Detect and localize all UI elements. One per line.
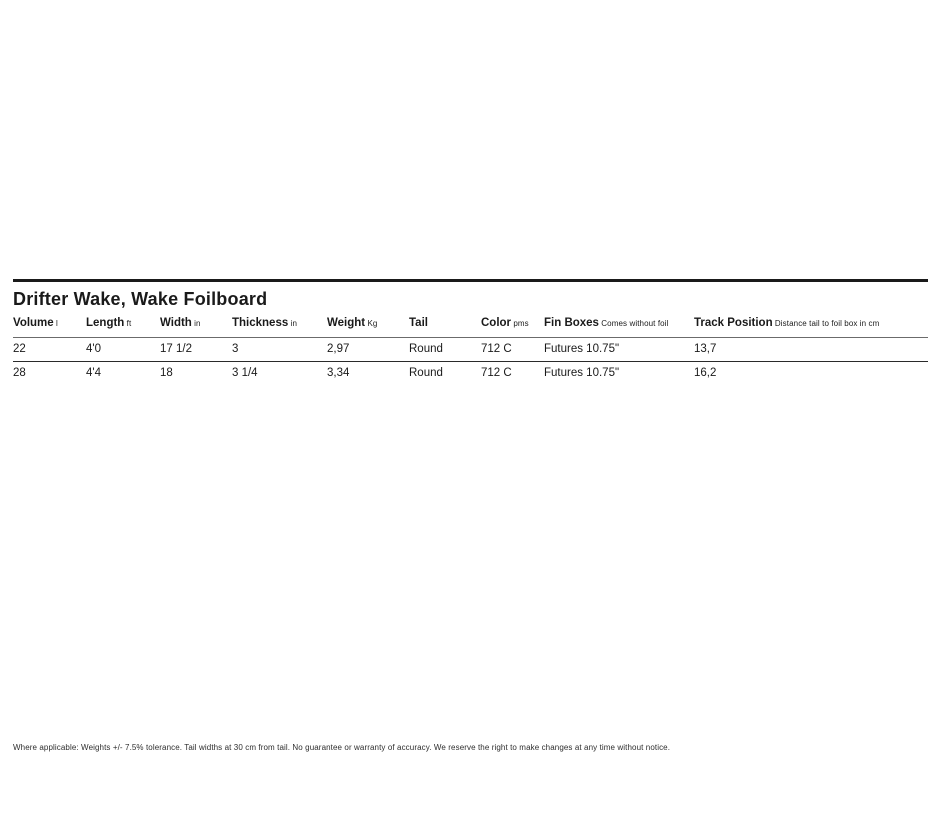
table-cell: 712 C <box>481 343 512 355</box>
column-label: Thickness <box>232 317 289 329</box>
table-header-row <box>13 314 928 338</box>
column-label: Length <box>86 317 125 329</box>
table-cell: 3 1/4 <box>232 367 258 379</box>
column-unit: l <box>53 319 58 328</box>
column-unit: Kg <box>365 319 378 328</box>
table-cell: 4'0 <box>86 343 101 355</box>
column-label: Fin Boxes <box>544 317 599 329</box>
column-header-tail <box>409 314 481 338</box>
table-row <box>13 362 928 386</box>
column-header-length <box>86 314 160 338</box>
column-label: Weight <box>327 317 366 329</box>
table-cell: 18 <box>160 367 173 379</box>
column-unit: pms <box>511 319 529 328</box>
column-header-width <box>160 314 232 338</box>
table-row <box>13 338 928 362</box>
table-cell: 2,97 <box>327 343 350 355</box>
column-unit: ft <box>124 319 132 328</box>
spec-sheet <box>13 279 928 385</box>
table-cell: Round <box>409 343 443 355</box>
table-cell: 13,7 <box>694 343 717 355</box>
table-cell: 3,34 <box>327 367 350 379</box>
column-unit: in <box>191 319 201 328</box>
column-label: Tail <box>409 317 428 329</box>
column-label: Volume <box>13 317 54 329</box>
column-header-fin-boxes <box>544 314 694 338</box>
table-cell: 28 <box>13 367 26 379</box>
column-label: Track Position <box>694 317 773 329</box>
table-cell: Futures 10.75" <box>544 367 620 379</box>
page-title: Drifter Wake, Wake Foilboard <box>13 289 268 309</box>
table-cell: 16,2 <box>694 367 717 379</box>
column-header-weight <box>327 314 409 338</box>
column-header-thickness <box>232 314 327 338</box>
table-body <box>13 338 928 386</box>
column-header-volume <box>13 314 86 338</box>
spec-table <box>13 314 928 385</box>
disclaimer-footnote: Where applicable: Weights +/- 7.5% tolerance. Tail widths at 30 cm from tail. No guarantee or warranty of accuracy. We reserve the right to make changes at any time without notice. <box>13 743 671 752</box>
column-unit: Distance tail to foil box in cm <box>772 319 880 328</box>
column-header-track-position <box>694 314 928 338</box>
table-cell: 3 <box>232 343 239 355</box>
column-unit: in <box>288 319 297 328</box>
table-cell: 17 1/2 <box>160 343 192 355</box>
table-cell: Round <box>409 367 443 379</box>
table-cell: 712 C <box>481 367 512 379</box>
table-cell: 22 <box>13 343 26 355</box>
column-unit: Comes without foil <box>598 319 669 328</box>
column-label: Width <box>160 317 192 329</box>
column-label: Color <box>481 317 512 329</box>
table-cell: Futures 10.75" <box>544 343 620 355</box>
table-cell: 4'4 <box>86 367 101 379</box>
column-header-color <box>481 314 544 338</box>
top-rule-divider <box>13 279 928 282</box>
